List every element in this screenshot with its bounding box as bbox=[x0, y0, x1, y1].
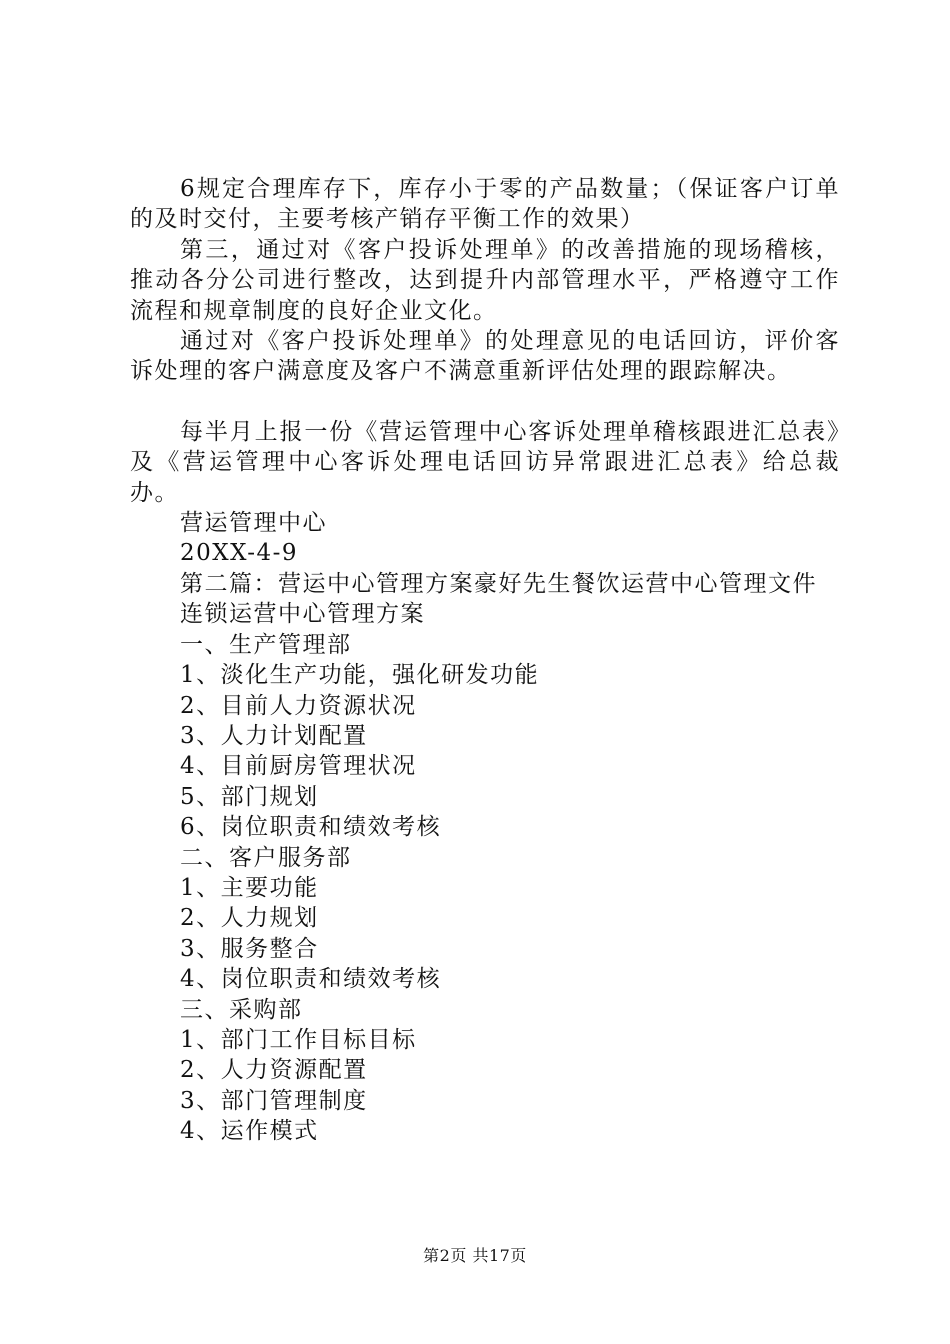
paragraph-onsite-audit: 第三，通过对《客户投诉处理单》的改善措施的现场稽核，推动各分公司进行整改，达到提升内部管理水平，严格遵守工作流程和规章制度的良好企业文化。 bbox=[130, 236, 840, 324]
outline-item: 三、采购部 bbox=[180, 996, 303, 1023]
outline-item: 5、部门规划 bbox=[180, 783, 319, 810]
outline-item: 3、部门管理制度 bbox=[180, 1087, 368, 1114]
signature-department: 营运管理中心 bbox=[180, 510, 327, 537]
outline-item: 一、生产管理部 bbox=[180, 631, 352, 658]
page-footer: 第2页 共17页 bbox=[423, 1246, 527, 1265]
second-article-title: 第二篇：营运中心管理方案豪好先生餐饮运营中心管理文件 bbox=[180, 570, 817, 597]
paragraph-gap bbox=[130, 387, 840, 417]
paragraph-inventory: 6规定合理库存下，库存小于零的产品数量；（保证客户订单的及时交付，主要考核产销存平衡工作的效果） bbox=[130, 176, 840, 233]
document-body bbox=[130, 174, 840, 1147]
outline-item: 4、岗位职责和绩效考核 bbox=[180, 966, 442, 993]
outline-item: 1、主要功能 bbox=[180, 874, 319, 901]
outline-item: 3、人力计划配置 bbox=[180, 722, 368, 749]
paragraph-report: 每半月上报一份《营运管理中心客诉处理单稽核跟进汇总表》及《营运管理中心客诉处理电话回访异常跟进汇总表》给总裁办。 bbox=[130, 418, 840, 506]
outline-item: 6、岗位职责和绩效考核 bbox=[180, 814, 442, 841]
outline-item: 2、人力资源配置 bbox=[180, 1057, 368, 1084]
outline-item: 2、人力规划 bbox=[180, 905, 319, 932]
outline-item: 1、部门工作目标目标 bbox=[180, 1026, 417, 1053]
signature-date: 20XX-4-9 bbox=[180, 540, 299, 567]
outline-item: 3、服务整合 bbox=[180, 935, 319, 962]
outline-item: 4、运作模式 bbox=[180, 1118, 319, 1145]
outline-item: 连锁运营中心管理方案 bbox=[180, 601, 425, 628]
outline-item: 1、淡化生产功能，强化研发功能 bbox=[180, 662, 540, 689]
outline-item: 二、客户服务部 bbox=[180, 844, 352, 871]
paragraph-phone-followup: 通过对《客户投诉处理单》的处理意见的电话回访，评价客诉处理的客户满意度及客户不满意重新评估处理的跟踪解决。 bbox=[130, 328, 840, 385]
outline-item: 2、目前人力资源状况 bbox=[180, 692, 417, 719]
outline-item: 4、目前厨房管理状况 bbox=[180, 753, 417, 780]
